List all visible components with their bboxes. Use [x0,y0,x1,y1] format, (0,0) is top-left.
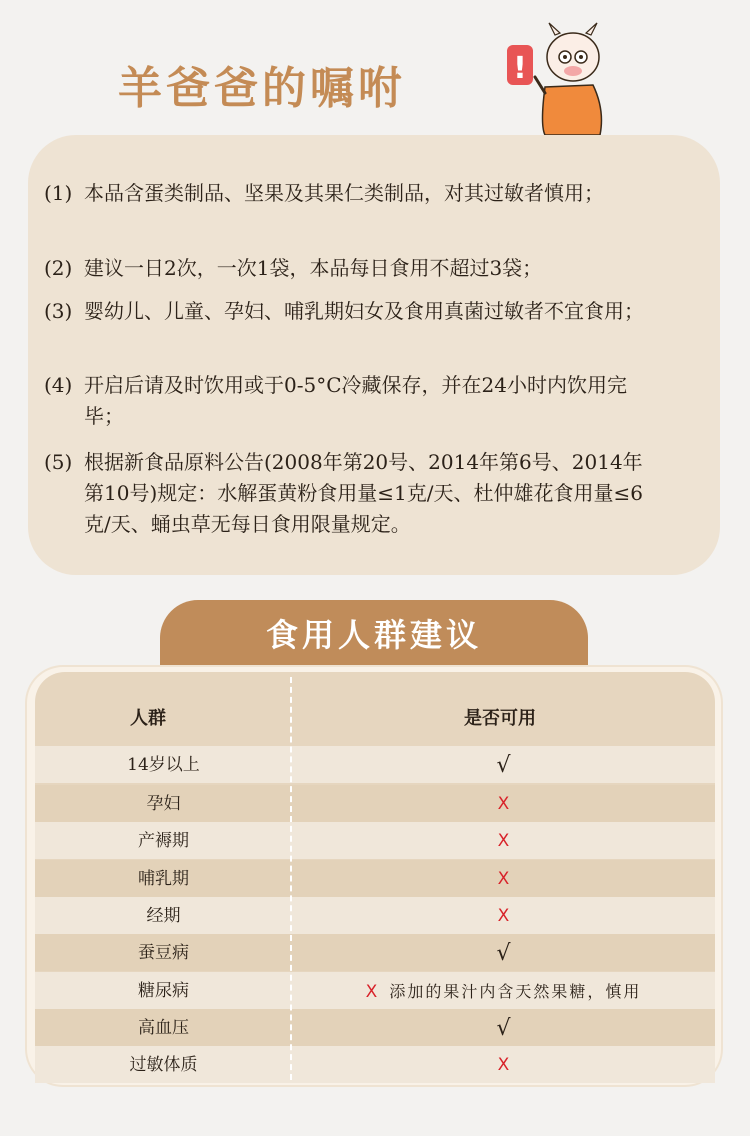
column-header-group: 人群 [130,708,166,729]
cross-mark-icon: X [497,869,510,889]
notice-item: (4) 开启后请及时饮用或于0-5°C冷藏保存，并在24小时内饮用完毕； [44,373,627,428]
alert-mark: ! [513,51,527,86]
cross-mark-icon: X [497,831,510,851]
page-title: 羊爸爸的嘱咐 [118,63,406,114]
notice-item: (1) 本品含蛋类制品、坚果及其果仁类制品，对其过敏者慎用； [44,181,604,205]
notice-item: (3) 婴幼儿、儿童、孕妇、哺乳期妇女及食用真菌过敏者不宜食用； [44,299,644,323]
cross-mark-icon: X [365,982,378,1002]
check-mark-icon: √ [496,1016,511,1041]
usage-table-tab: 食用人群建议 [160,600,588,668]
check-mark-icon: √ [496,753,511,778]
check-mark-icon: √ [496,941,511,966]
table-row: 孕妇 X [35,785,715,822]
table-row: 14岁以上 √ [35,746,715,783]
table-row: 高血压 √ [35,1009,715,1046]
table-row: 过敏体质 X [35,1046,715,1083]
column-header-usable: 是否可用 [464,708,536,729]
notice-item: (2) 建议一日2次，一次1袋，本品每日食用不超过3袋； [44,256,543,280]
sheep-dad-mascot-icon [505,15,610,140]
cross-mark-icon: X [497,794,510,814]
table-row: 哺乳期 X [35,860,715,897]
cross-mark-icon: X [497,1055,510,1075]
row-note: 添加的果汁内含天然果糖，慎用 [389,982,642,1001]
table-row: 蚕豆病 √ [35,934,715,971]
table-row: 经期 X [35,897,715,934]
table-row: 产褥期 X [35,822,715,859]
cross-mark-icon: X [497,906,510,926]
column-divider [290,677,292,1080]
notice-item: (5) 根据新食品原料公告(2008年第20号、2014年第6号、2014年第10号)规定：水解蛋黄粉食用量≤1克/天、杜仲雄花食用量≤6克/天、蛹虫草无每日食用限量规定。 [44,450,643,536]
table-row: 糖尿病 X 添加的果汁内含天然果糖，慎用 [35,972,715,1009]
